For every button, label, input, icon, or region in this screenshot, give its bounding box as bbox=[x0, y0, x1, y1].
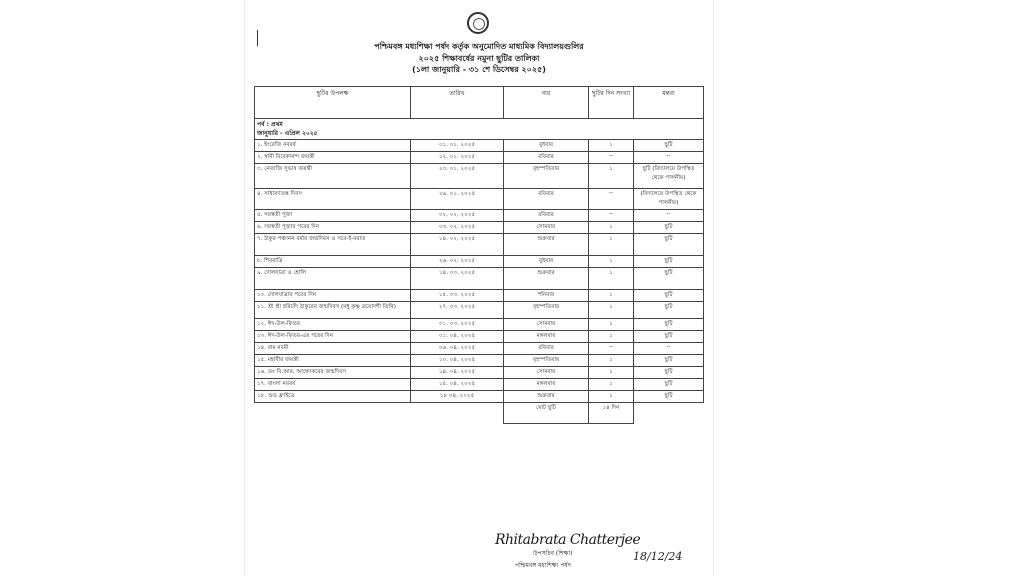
date-cell: ১৫. ০৩. ২০২৫ bbox=[411, 290, 504, 302]
day-cell: সোমবার bbox=[504, 319, 589, 331]
days-count-cell: ১ bbox=[589, 367, 634, 379]
remark-cell: ছুটি bbox=[634, 268, 704, 290]
occasion-cell: ১০. দোলযাত্রার পরের দিন bbox=[255, 290, 411, 302]
day-cell: শনিবার bbox=[504, 290, 589, 302]
total-value: ১৪ দিন bbox=[589, 403, 634, 424]
day-cell: বৃহস্পতিবার bbox=[504, 355, 589, 367]
signature-title: উপসচিব (শিক্ষা) bbox=[533, 550, 573, 557]
days-count-cell: ১ bbox=[589, 256, 634, 268]
days-count-cell: ১ bbox=[589, 319, 634, 331]
section-cell bbox=[255, 119, 704, 140]
remark-cell: ছুটি bbox=[634, 331, 704, 343]
table-header-row bbox=[255, 87, 704, 119]
table-row bbox=[255, 367, 704, 379]
occasion-cell: ২. স্বামী বিবেকানন্দ জয়ন্তী bbox=[255, 152, 411, 164]
occasion-cell: ১৩. ঈদ-উল-ফিতর-এর পরের দিন bbox=[255, 331, 411, 343]
days-count-cell: ১ bbox=[589, 302, 634, 319]
day-cell: মঙ্গলবার bbox=[504, 379, 589, 391]
day-cell: শুক্রবার bbox=[504, 234, 589, 256]
section-period: জানুয়ারি - এপ্রিল ২০২৫ bbox=[257, 130, 318, 137]
occasion-cell: ১৭. বাংলা নববর্ষ bbox=[255, 379, 411, 391]
blank-cell bbox=[411, 403, 504, 424]
occasion-cell: ১. ইংরেজি নববর্ষ bbox=[255, 140, 411, 152]
days-count-cell: ১ bbox=[589, 355, 634, 367]
remark-cell: -- bbox=[634, 152, 704, 164]
table-row bbox=[255, 210, 704, 222]
day-cell: বুধবার bbox=[504, 140, 589, 152]
table-row bbox=[255, 234, 704, 256]
header-line-1: পশ্চিমবঙ্গ মধ্যশিক্ষা পর্ষদ কর্তৃক অনুমোদিত মাধ্যমিক বিদ্যালয়গুলির bbox=[374, 42, 584, 51]
occasion-cell: ১৬. ডঃ বি.আর. আম্বেদকরের জন্মদিবস bbox=[255, 367, 411, 379]
days-count-cell: ১ bbox=[589, 268, 634, 290]
signature-name: Rhitabrata Chatterjee bbox=[495, 532, 641, 548]
days-count-cell: ১ bbox=[589, 234, 634, 256]
header-line-2: ২০২৫ শিক্ষাবর্ষের নমুনা ছুটির তালিকা bbox=[418, 54, 540, 63]
remark-cell: (বিদ্যালয়ে উপস্থিত থেকে পালনীয়) bbox=[634, 189, 704, 210]
holiday-table bbox=[254, 86, 704, 424]
date-cell: ১০. ০৪. ২০২৫ bbox=[411, 355, 504, 367]
table-row bbox=[255, 331, 704, 343]
col-day: বার bbox=[504, 87, 589, 119]
days-count-cell: ১ bbox=[589, 140, 634, 152]
col-occasion: ছুটির উপলক্ষ bbox=[255, 87, 411, 119]
occasion-cell: ৩. নেতাজি সুভাষ জয়ন্তী bbox=[255, 164, 411, 189]
section-term: পর্ব : প্রথম bbox=[257, 121, 283, 128]
day-cell: রবিবার bbox=[504, 343, 589, 355]
days-count-cell: -- bbox=[589, 189, 634, 210]
table-row bbox=[255, 268, 704, 290]
occasion-cell: ১৫. মহাবীর জয়ন্তী bbox=[255, 355, 411, 367]
section-row bbox=[255, 119, 704, 140]
date-cell: ২৬. ০১. ২০২৫ bbox=[411, 189, 504, 210]
date-cell: ২৩. ০১. ২০২৫ bbox=[411, 164, 504, 189]
total-label: মোট ছুটি bbox=[504, 403, 589, 424]
header-line-3: (১লা জানুয়ারি - ৩১ শে ডিসেম্বর ২০২৫) bbox=[412, 65, 546, 74]
remark-cell: ছুটি bbox=[634, 290, 704, 302]
date-cell: ২৬. ০২. ২০২৫ bbox=[411, 256, 504, 268]
day-cell: শুক্রবার bbox=[504, 391, 589, 403]
table-row bbox=[255, 222, 704, 234]
date-cell: ০৬. ০৪. ২০২৫ bbox=[411, 343, 504, 355]
day-cell: বৃহস্পতিবার bbox=[504, 302, 589, 319]
occasion-cell: ১৪. রাম নবমী bbox=[255, 343, 411, 355]
table-row bbox=[255, 290, 704, 302]
day-cell: বুধবার bbox=[504, 256, 589, 268]
remark-cell: ছুটি bbox=[634, 140, 704, 152]
occasion-cell: ৫. সরস্বতী পুজা bbox=[255, 210, 411, 222]
date-cell: ০২. ০২. ২০২৫ bbox=[411, 210, 504, 222]
col-days-count: ছুটির দিন সংখ্যা bbox=[589, 87, 634, 119]
occasion-cell: ৭. ঠাকুর পঞ্চানন বর্মার জন্মদিবস ও সবে-ই-বরাত bbox=[255, 234, 411, 256]
col-remark: মন্তব্য bbox=[634, 87, 704, 119]
date-cell: ১৪. ০২. ২০২৫ bbox=[411, 234, 504, 256]
date-cell: ১৪. ০৩. ২০২৫ bbox=[411, 268, 504, 290]
occasion-cell: ৬. সরস্বতী পুজার পরের দিন bbox=[255, 222, 411, 234]
days-count-cell: ১ bbox=[589, 379, 634, 391]
date-cell: ০১. ০১. ২০২৫ bbox=[411, 140, 504, 152]
occasion-cell: ৪. সাধারণতন্ত্র দিবস bbox=[255, 189, 411, 210]
occasion-cell: ১২. ঈদ-উল-ফিতর bbox=[255, 319, 411, 331]
remark-cell: -- bbox=[634, 343, 704, 355]
date-cell: ২৭. ০৩. ২০২৫ bbox=[411, 302, 504, 319]
days-count-cell: ১ bbox=[589, 331, 634, 343]
date-cell: ১৮ ০৪. ২০২৫ bbox=[411, 391, 504, 403]
signature-org: পশ্চিমবঙ্গ মধ্যশিক্ষা পর্ষদ bbox=[515, 562, 571, 569]
table-row bbox=[255, 256, 704, 268]
table-row bbox=[255, 391, 704, 403]
total-row bbox=[255, 403, 704, 424]
day-cell: বৃহস্পতিবার bbox=[504, 164, 589, 189]
day-cell: মঙ্গলবার bbox=[504, 331, 589, 343]
occasion-cell: ১১. শ্রী শ্রী হরিচাঁদ ঠাকুরের জন্মদিবস (মধু কৃষ্ণ ত্রয়োদশী তিথি) bbox=[255, 302, 411, 319]
date-cell: ১৫. ০৪. ২০২৫ bbox=[411, 379, 504, 391]
occasion-cell: ১৮. গুড ফ্রাইডে bbox=[255, 391, 411, 403]
days-count-cell: -- bbox=[589, 152, 634, 164]
blank-cell bbox=[255, 403, 411, 424]
table-row bbox=[255, 152, 704, 164]
day-cell: রবিবার bbox=[504, 210, 589, 222]
date-cell: ১৪. ০৪. ২০২৫ bbox=[411, 367, 504, 379]
occasion-cell: ৮. শিবরাত্রি bbox=[255, 256, 411, 268]
table-row bbox=[255, 302, 704, 319]
board-seal-icon bbox=[467, 12, 489, 34]
days-count-cell: ১ bbox=[589, 391, 634, 403]
remark-cell: -- bbox=[634, 210, 704, 222]
blank-cell bbox=[634, 403, 704, 424]
occasion-cell: ৯. দোলযাত্রা ও হোলি bbox=[255, 268, 411, 290]
days-count-cell: -- bbox=[589, 210, 634, 222]
remark-cell: ছুটি bbox=[634, 234, 704, 256]
remark-cell: ছুটি bbox=[634, 319, 704, 331]
remark-cell: ছুটি bbox=[634, 367, 704, 379]
day-cell: রবিবার bbox=[504, 189, 589, 210]
table-row bbox=[255, 319, 704, 331]
col-date: তারিখ bbox=[411, 87, 504, 119]
remark-cell: ছুটি bbox=[634, 256, 704, 268]
remark-cell: ছুটি bbox=[634, 222, 704, 234]
days-count-cell: -- bbox=[589, 343, 634, 355]
date-cell: ০১. ০৪. ২০২৫ bbox=[411, 331, 504, 343]
date-cell: ৩১. ০৩. ২০২৫ bbox=[411, 319, 504, 331]
remark-cell: ছুটি bbox=[634, 379, 704, 391]
remark-cell: ছুটি bbox=[634, 302, 704, 319]
remark-cell: ছুটি bbox=[634, 355, 704, 367]
remark-cell: ছুটি bbox=[634, 391, 704, 403]
day-cell: সোমবার bbox=[504, 367, 589, 379]
table-row bbox=[255, 189, 704, 210]
day-cell: সোমবার bbox=[504, 222, 589, 234]
document-page bbox=[245, 0, 713, 576]
table-row bbox=[255, 355, 704, 367]
day-cell: রবিবার bbox=[504, 152, 589, 164]
date-cell: ১২. ০১. ২০২৫ bbox=[411, 152, 504, 164]
days-count-cell: ১ bbox=[589, 222, 634, 234]
table-row bbox=[255, 164, 704, 189]
days-count-cell: ১ bbox=[589, 164, 634, 189]
signature-date: 18/12/24 bbox=[633, 550, 683, 563]
day-cell: শুক্রবার bbox=[504, 268, 589, 290]
days-count-cell: ১ bbox=[589, 290, 634, 302]
table-row bbox=[255, 379, 704, 391]
date-cell: ০৩. ০২. ২০২৫ bbox=[411, 222, 504, 234]
table-row bbox=[255, 343, 704, 355]
remark-cell: ছুটি (বিদ্যালয়ে উপস্থিত থেকে পালনীয়) bbox=[634, 164, 704, 189]
table-row bbox=[255, 140, 704, 152]
